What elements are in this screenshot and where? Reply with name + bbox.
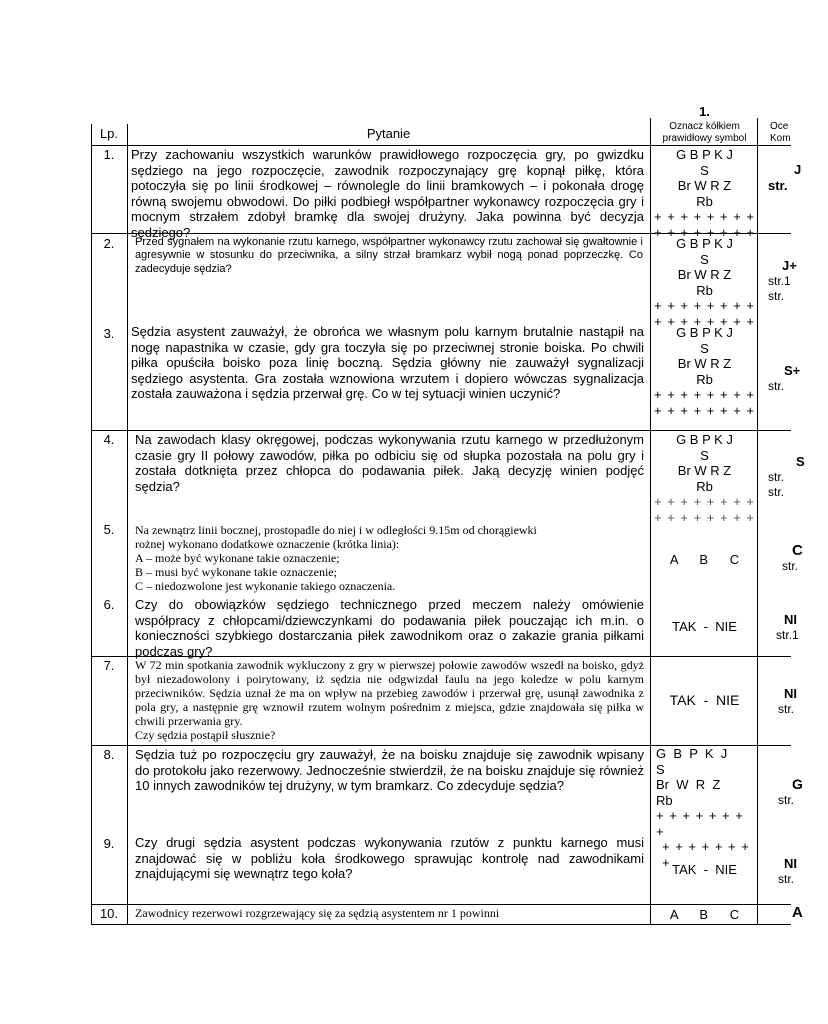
answer-ref: str.1	[768, 274, 791, 288]
question-line: rożnej wykonano dodatkowe oznaczenie (krótka linia):	[135, 537, 400, 551]
symbol-line: G B P K J	[676, 325, 733, 340]
symbol-line: + + + + + + + +	[653, 509, 756, 525]
row-number: 7.	[103, 658, 115, 673]
table-bottom-border	[91, 924, 791, 925]
symbol-line: + + + + + + + +	[653, 209, 756, 224]
symbol-line: + + + + + + + +	[653, 402, 756, 418]
symbol-line: Br W R Z	[677, 356, 732, 371]
symbol-line: + + + + + + + +	[653, 494, 756, 509]
question-text: Czy drugi sędzia asystent podczas wykonywania rzutów z punktu karnego musi znajdować się w pobliżu koła środkowego sprawując kontrolę nad zawodnikami znajdującymi się wewnątrz tego koła?	[135, 835, 644, 882]
symbol-line: G B P K J	[676, 147, 733, 162]
symbol-line: Br W R Z	[677, 463, 732, 478]
symbol-options	[652, 619, 757, 635]
answer-cell	[758, 612, 828, 643]
answer-cell	[758, 162, 828, 194]
question-text: Czy do obowiązków sędziego technicznego przed meczem należy omówienie współpracy z chłopcami/dziewczynkami do podawania piłek pouczając ich m.in. o konieczności szybkiego dostarczania piłek zawodnikom oraz o zakazie grania piłkami podczas gry?	[135, 597, 644, 659]
answer-ref: str.1	[776, 628, 799, 642]
symbol-line: TAK - NIE	[672, 619, 737, 634]
symbol-options	[652, 147, 757, 240]
table-top-border	[91, 145, 791, 146]
symbol-line: Rb	[696, 371, 713, 387]
question-text: Sędzia tuż po rozpoczęciu gry zauważył, że na boisku znajduje się zawodnik wpisany do protokołu jako rezerwowy. Jednocześnie stwierdził, że na boisku znajduje się również 10 innych zawodników tej drużyny, w tym bramkarz. Co zdecyduje sędzia?	[135, 747, 644, 794]
answer-code: J+	[782, 258, 797, 273]
answer-code: G	[792, 776, 803, 792]
answer-cell	[758, 543, 828, 574]
question-text	[135, 658, 644, 742]
symbol-line: Rb	[696, 282, 713, 298]
row-number: 4.	[103, 432, 115, 447]
header-symbol-line2: prawidłowy symbol	[662, 133, 747, 144]
question-text: Przy zachowaniu wszystkich warunków prawidłowego rozpoczęcia gry, po gwizdku sędziego na jego rozpoczęcie, zawodnik rozpoczynający grę kopnął piłkę, która potoczyła się po linii środkowej – równolegle do linii bramkowych – i pokonała drogę równą swojemu obwodowi. Do piłki podbiegł współpartner wykonawcy rozpoczęcia gry i mocnym strzałem zdobył bramkę dla swojej drużyny. Jaka powinna być decyzja sędziego?	[131, 147, 644, 240]
symbol-line: + + + + + + + +	[653, 298, 756, 313]
answer-ref: str.	[768, 379, 785, 393]
symbol-line: A B C	[669, 907, 740, 922]
answer-ref: str.	[768, 178, 788, 193]
answer-cell	[758, 686, 828, 717]
row-number: 1.	[103, 147, 115, 162]
symbol-line: S	[700, 447, 709, 463]
row-divider	[91, 430, 791, 431]
question-line: Na zewnątrz linii bocznej, prostopadle do niej i w odległości 9.15m od chorągiewki	[135, 523, 537, 537]
answer-ref: str.	[778, 702, 795, 716]
symbol-line: Br W R Z	[677, 267, 732, 282]
header-answer-line1: Oce	[770, 121, 789, 132]
answer-cell	[758, 856, 828, 887]
row-number: 6.	[103, 597, 115, 612]
header-symbol-line1: Oznacz kółkiem	[669, 121, 740, 132]
answer-cell	[758, 777, 828, 808]
header-question: Pytanie	[366, 126, 411, 141]
symbol-options	[652, 552, 757, 568]
answer-code: J	[794, 162, 802, 177]
question-text	[135, 523, 648, 593]
question-tail: Czy sędzia postąpił słusznie?	[135, 728, 276, 742]
question-body: W 72 min spotkania zawodnik wykluczony z gry w pierwszej połowie zawodów wszedł na boisko, gdyż był niezadowolony i poirytowany, iż sędzia nie odgwizdał faulu na jego koledze w polu karnym przeciwników. Sędzia uznał że ma on wpływ na przebieg zawodów i przerwał grę, usunął zawodnika z pola gry, a następnie grę wznowił rzutem wolnym pośrednim z miejsca, gdzie znajdowała się piłka w chwili przerwania gry.	[135, 658, 644, 728]
question-line: A – może być wykonane takie oznaczenie;	[135, 551, 340, 565]
symbol-line: TAK - NIE	[672, 862, 737, 877]
question-text: Sędzia asystent zauważył, że obrońca we własnym polu karnym brutalnie nastąpił na nogę napastnika w czasie, gdy gra toczyła się po przeciwnej stronie boiska. Po chwili piłka opuściła boisko poza linię boczną. Sędzia główny nie zauważył sygnalizacji sędziego asystenta. Gra została wznowiona wrzutem i dopiero wówczas sygnalizacja została zauważona i sędzia przerwał grę. Co w tej sytuacji winien uczynić?	[131, 324, 644, 402]
answer-ref: str.	[778, 793, 795, 807]
symbol-line: G B P K J	[656, 746, 728, 761]
symbol-line: A B C	[669, 552, 740, 567]
symbol-line: Rb	[656, 792, 673, 808]
symbol-line: Rb	[696, 478, 713, 494]
question-text: Zawodnicy rezerwowi rozgrzewający się za sędzią asystentem nr 1 powinni	[135, 906, 500, 920]
row-divider	[91, 904, 791, 905]
symbol-line: + + + + + + + +	[653, 313, 756, 329]
column-divider	[127, 124, 128, 924]
answer-ref: str.	[782, 559, 799, 573]
question-line: C – niedozwolone jest wykonanie takiego oznaczenia.	[135, 579, 396, 593]
answer-ref: str.	[768, 289, 785, 303]
symbol-line: TAK - NIE	[669, 692, 740, 708]
symbol-options	[652, 236, 757, 329]
header-lp: Lp.	[99, 126, 119, 141]
symbol-line: S	[700, 340, 709, 356]
question-text: Na zawodach klasy okręgowej, podczas wykonywania rzutu karnego w przedłużonym czasie gry II połowy zawodów, piłka po odbiciu się od słupka pozostała na polu gry i została dotknięta przez chłopca do podawania piłek. Jaką decyzję winien podjęć sędzia?	[135, 432, 644, 494]
symbol-line: Br W R Z	[656, 777, 721, 792]
symbol-line: Br W R Z	[677, 178, 732, 193]
symbol-line: + + + + + + + +	[653, 224, 756, 240]
answer-code: NI	[784, 686, 797, 701]
row-number: 3.	[103, 326, 115, 341]
symbol-options	[652, 907, 757, 923]
answer-cell	[758, 905, 828, 921]
answer-cell	[758, 258, 828, 304]
answer-code: NI	[784, 612, 797, 627]
answer-code: S	[796, 454, 805, 469]
symbol-line: + + + + + + + +	[653, 387, 756, 402]
answer-code: A	[792, 904, 803, 921]
row-number: 10.	[99, 906, 119, 921]
symbol-line: + + + + + + + +	[656, 808, 744, 839]
symbol-line: S	[656, 761, 665, 777]
symbol-line: G B P K J	[676, 432, 733, 447]
symbol-options	[652, 862, 757, 878]
row-number: 2.	[103, 236, 115, 251]
column-divider	[650, 118, 651, 924]
symbol-line: S	[700, 162, 709, 178]
answer-ref: str.	[768, 485, 785, 499]
answer-code: C	[792, 542, 803, 559]
question-text: Przed sygnałem na wykonanie rzutu karnego, współpartner wykonawcy rzutu zachował się gwałtownie i agresywnie w stosunku do przeciwnika, a silny strzał bramkarz wybił nogą ponad poprzeczkę. Co zadecyduje sędzia?	[135, 236, 643, 275]
answer-code: NI	[784, 856, 797, 871]
answer-code: S+	[784, 363, 801, 378]
symbol-line: + + + + + + + +	[662, 839, 750, 870]
symbol-line: G B P K J	[676, 236, 733, 251]
symbol-options	[652, 325, 757, 418]
header-answer-line2: Kom	[770, 133, 791, 144]
row-number: 5.	[103, 522, 115, 537]
symbol-line: S	[700, 251, 709, 267]
symbol-options	[652, 432, 757, 525]
answer-ref: str.	[778, 872, 795, 886]
row-number: 8.	[103, 747, 115, 762]
row-number: 9.	[103, 836, 115, 851]
answer-cell	[758, 363, 828, 394]
answer-cell	[758, 454, 828, 500]
symbol-line: Rb	[696, 193, 713, 209]
answer-ref: str.	[768, 470, 785, 484]
symbol-options	[652, 693, 757, 709]
symbol-options	[652, 746, 756, 870]
column-number: 1.	[699, 104, 710, 119]
question-line: B – musi być wykonane takie oznaczenie;	[135, 565, 337, 579]
